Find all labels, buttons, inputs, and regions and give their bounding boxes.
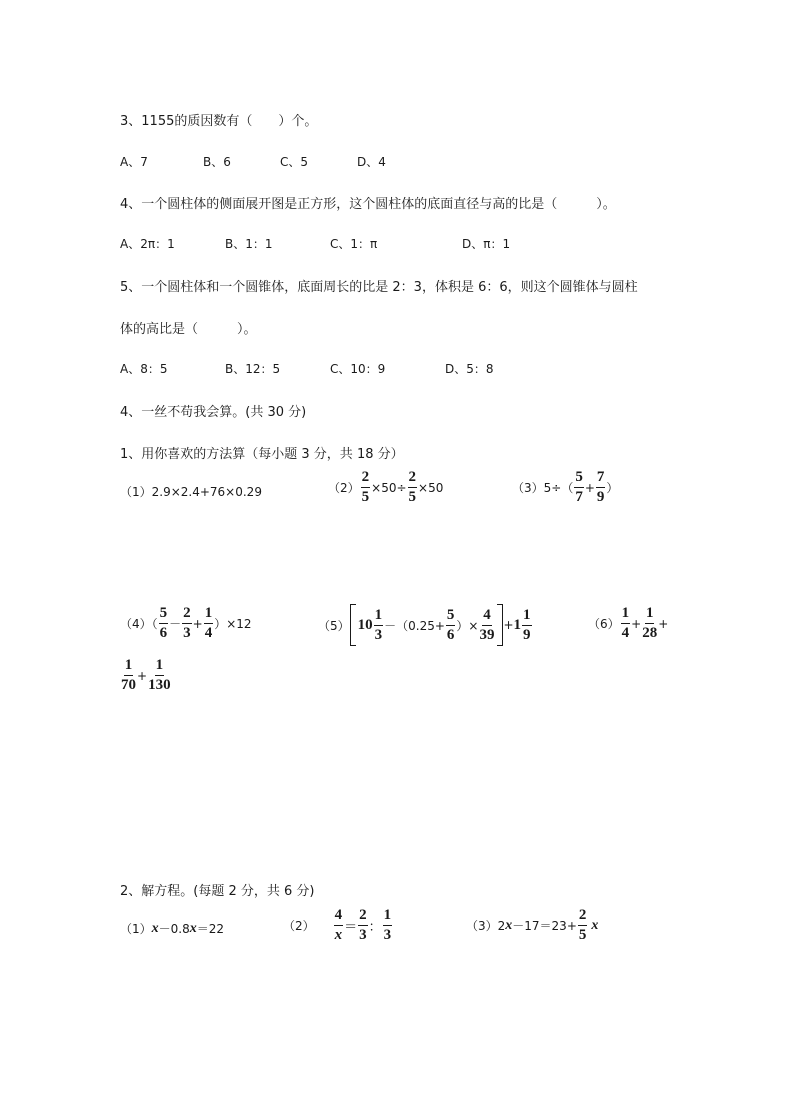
denominator: 3 — [374, 626, 383, 643]
problem-6-continued — [120, 658, 172, 693]
denominator: 3 — [359, 927, 367, 943]
denominator: 28 — [642, 625, 658, 641]
operator-text: ×50 — [418, 480, 444, 495]
numerator: 1 — [155, 658, 165, 676]
numerator: 5 — [159, 606, 169, 624]
fraction — [334, 908, 344, 943]
problem-1 — [120, 483, 262, 500]
q4-option-b: B、1：1 — [225, 237, 273, 251]
q5-option-c: C、10：9 — [330, 362, 386, 376]
q5-option-b: B、12：5 — [225, 362, 281, 376]
q5-option-a: A、8：5 — [120, 362, 168, 376]
numerator: 2 — [361, 470, 371, 488]
numerator: 4 — [334, 908, 344, 926]
fraction — [121, 658, 136, 693]
fraction — [374, 608, 384, 643]
denominator: 5 — [578, 927, 587, 943]
variable-x: x — [189, 920, 197, 936]
numerator: 1 — [645, 606, 655, 624]
numerator: 4 — [482, 608, 492, 626]
q5-option-d: D、5：8 — [445, 362, 494, 376]
operator-text: + — [658, 616, 669, 631]
section-4-title: 4、一丝不苟我会算。(共 30 分) — [120, 405, 307, 420]
equation-1-label: （1） — [120, 922, 152, 936]
denominator: 5 — [361, 489, 370, 505]
operator-text: + — [584, 480, 595, 495]
fraction — [358, 908, 368, 943]
operator-text: －0.8 — [158, 922, 190, 936]
problem-5 — [318, 604, 533, 646]
operator-text: ×50÷ — [371, 480, 407, 495]
operator-text: + — [631, 616, 642, 631]
numerator: 1 — [621, 606, 631, 624]
numerator: 2 — [408, 470, 418, 488]
problem-2 — [328, 470, 443, 505]
q3-option-d: D、4 — [357, 155, 386, 169]
problem-3 — [512, 470, 618, 505]
denominator: 4 — [204, 625, 213, 641]
part-1-title: 1、用你喜欢的方法算（每小题 3 分，共 18 分） — [120, 447, 404, 462]
numerator: 2 — [182, 606, 192, 624]
mixed-number-whole: 1 — [513, 616, 522, 633]
q3-option-a: A、7 — [120, 155, 148, 169]
denominator: 39 — [479, 626, 495, 643]
operator-text: ）× — [456, 618, 479, 633]
problem-1-text: （1）2.9×2.4+76×0.29 — [120, 485, 262, 499]
question-5-line1: 5、一个圆柱体和一个圆锥体，底面周长的比是 2：3，体积是 6：6，则这个圆锥体与圆柱 — [120, 280, 638, 295]
q4-option-c: C、1：π — [330, 237, 378, 251]
question-4: 4、一个圆柱体的侧面展开图是正方形，这个圆柱体的底面直径与高的比是（ ）。 — [120, 197, 616, 212]
q3-option-c: C、5 — [280, 155, 309, 169]
denominator: 130 — [148, 677, 171, 693]
fraction — [204, 606, 214, 641]
numerator: 1 — [522, 608, 532, 626]
operator-text: － — [169, 617, 182, 631]
numerator: 1 — [204, 606, 214, 624]
fraction — [621, 606, 631, 641]
numerator: 2 — [578, 908, 588, 926]
denominator: 3 — [183, 625, 191, 641]
question-5-line2: 体的高比是（ ）。 — [120, 322, 257, 337]
q4-option-d: D、π：1 — [462, 237, 511, 251]
numerator: 1 — [374, 608, 384, 626]
equation-3 — [466, 908, 598, 943]
fraction — [522, 608, 532, 643]
left-square-bracket — [350, 604, 356, 646]
operator-text: ） — [606, 481, 619, 495]
fraction — [446, 608, 456, 643]
operator-text: －（0.25+ — [384, 618, 445, 633]
denominator: 7 — [575, 489, 583, 505]
fraction — [574, 470, 584, 505]
problem-4 — [120, 606, 252, 641]
numerator: 5 — [446, 608, 456, 626]
problem-4-label: （4）（ — [120, 617, 158, 631]
numerator: 1 — [124, 658, 134, 676]
numerator: 5 — [574, 470, 584, 488]
q3-option-b: B、6 — [203, 155, 231, 169]
fraction — [596, 470, 606, 505]
fraction — [182, 606, 192, 641]
operator-text: + — [192, 616, 203, 631]
part-2-title: 2、解方程。(每题 2 分，共 6 分) — [120, 884, 315, 899]
variable-x: x — [591, 917, 599, 933]
denominator: x — [334, 927, 343, 943]
problem-6-label: （6） — [588, 617, 620, 631]
variable-x: x — [151, 920, 159, 936]
fraction — [159, 606, 169, 641]
mixed-number-whole: 10 — [357, 616, 373, 633]
equation-2-label: （2） — [283, 919, 315, 933]
operator-text: －17＝23+ — [512, 919, 577, 933]
fraction — [479, 608, 494, 643]
fraction — [578, 908, 588, 943]
fraction — [383, 908, 393, 943]
problem-3-label: （3）5÷（ — [512, 481, 574, 495]
fraction — [148, 658, 171, 693]
q4-option-a: A、2π：1 — [120, 237, 175, 251]
operator-text: ： — [368, 920, 382, 935]
denominator: 6 — [159, 625, 168, 641]
denominator: 9 — [596, 489, 605, 505]
equation-3-label: （3）2 — [466, 919, 506, 933]
problem-5-label: （5） — [318, 618, 350, 633]
problem-2-label: （2） — [328, 481, 360, 495]
fraction — [361, 470, 371, 505]
operator-text: ＝ — [344, 920, 358, 935]
numerator: 7 — [596, 470, 606, 488]
variable-x: x — [505, 917, 513, 933]
fraction — [408, 470, 418, 505]
denominator: 9 — [523, 626, 531, 643]
operator-text: ＝22 — [196, 922, 225, 936]
operator-text: ）×12 — [214, 617, 252, 631]
question-3: 3、1155的质因数有（ ）个。 — [120, 114, 318, 129]
denominator: 4 — [621, 625, 630, 641]
denominator: 3 — [383, 927, 392, 943]
numerator: 2 — [358, 908, 368, 926]
denominator: 70 — [121, 677, 136, 693]
operator-text: + — [137, 668, 148, 683]
equation-2 — [283, 908, 393, 943]
fraction — [642, 606, 657, 641]
problem-6 — [588, 606, 668, 641]
denominator: 6 — [446, 626, 455, 643]
denominator: 5 — [408, 489, 417, 505]
equation-1 — [120, 920, 224, 937]
numerator: 1 — [383, 908, 393, 926]
operator-text: + — [503, 618, 514, 632]
